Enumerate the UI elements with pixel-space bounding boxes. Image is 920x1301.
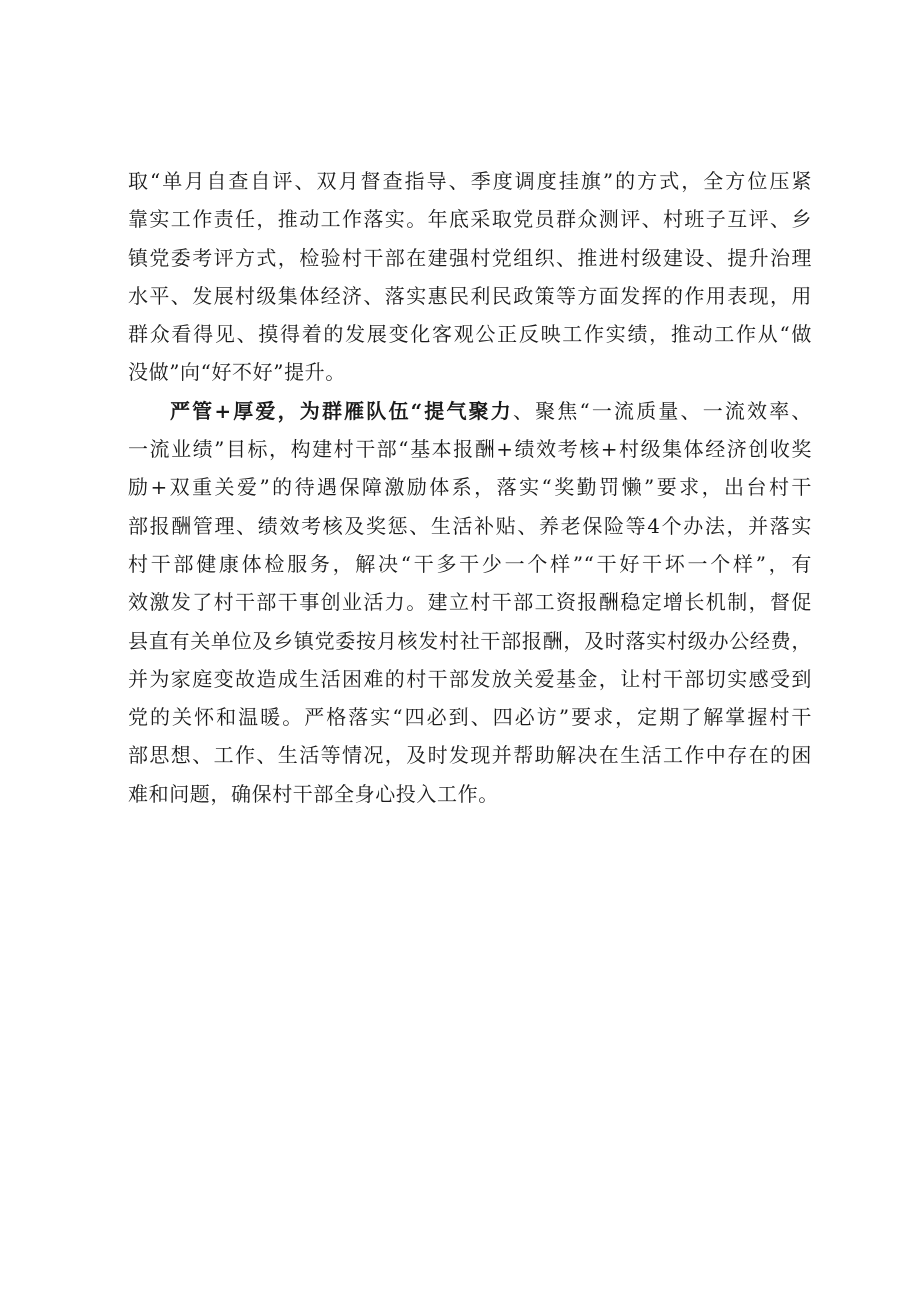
text-line: 村干部健康体检服务，解决“干多干少一个样”“干好干坏一个样”，有: [128, 551, 812, 576]
paragraph-2: [128, 392, 812, 813]
text-line: 难和问题，确保村干部全身心投入工作。: [128, 781, 499, 806]
text-line: 励+双重关爱”的待遇保障激励体系，落实“奖勤罚懒”要求，出台村干: [128, 475, 812, 500]
text-line: 县直有关单位及乡镇党委按月核发村社干部报酬，及时落实村级办公经费，: [128, 628, 812, 653]
text-line: 没做”向“好不好”提升。: [128, 360, 346, 385]
text-line: 群众看得见、摸得着的发展变化客观公正反映工作实绩，推动工作从“做: [128, 322, 812, 347]
text-line: 镇党委考评方式，检验村干部在建强村党组织、推进村级建设、提升治理: [128, 245, 812, 270]
document-body: [128, 162, 812, 813]
text-line: 并为家庭变故造成生活困难的村干部发放关爱基金，让村干部切实感受到: [128, 666, 812, 691]
text-line: 部思想、工作、生活等情况，及时发现并帮助解决在生活工作中存在的困: [128, 743, 812, 768]
text-run: 、聚焦“一流质量、一流效率、: [512, 398, 812, 423]
text-line: 一流业绩”目标，构建村干部“基本报酬+绩效考核+村级集体经济创收奖: [128, 437, 812, 462]
text-line: 部报酬管理、绩效考核及奖惩、生活补贴、养老保险等4个办法，并落实: [128, 513, 812, 538]
paragraph-heading: 严管+厚爱，为群雁队伍“提气聚力: [170, 398, 513, 423]
text-line: 效激发了村干部干事创业活力。建立村干部工资报酬稳定增长机制，督促: [128, 590, 812, 615]
paragraph-2-first-line: [128, 392, 812, 430]
text-line: 靠实工作责任，推动工作落实。年底采取党员群众测评、村班子互评、乡: [128, 207, 812, 232]
paragraph-1: [128, 162, 812, 392]
text-line: 取“单月自查自评、双月督查指导、季度调度挂旗”的方式，全方位压紧: [128, 169, 812, 193]
text-line: 水平、发展村级集体经济、落实惠民利民政策等方面发挥的作用表现，用: [128, 283, 812, 308]
text-line: 党的关怀和温暖。严格落实“四必到、四必访”要求，定期了解掌握村干: [128, 705, 812, 730]
